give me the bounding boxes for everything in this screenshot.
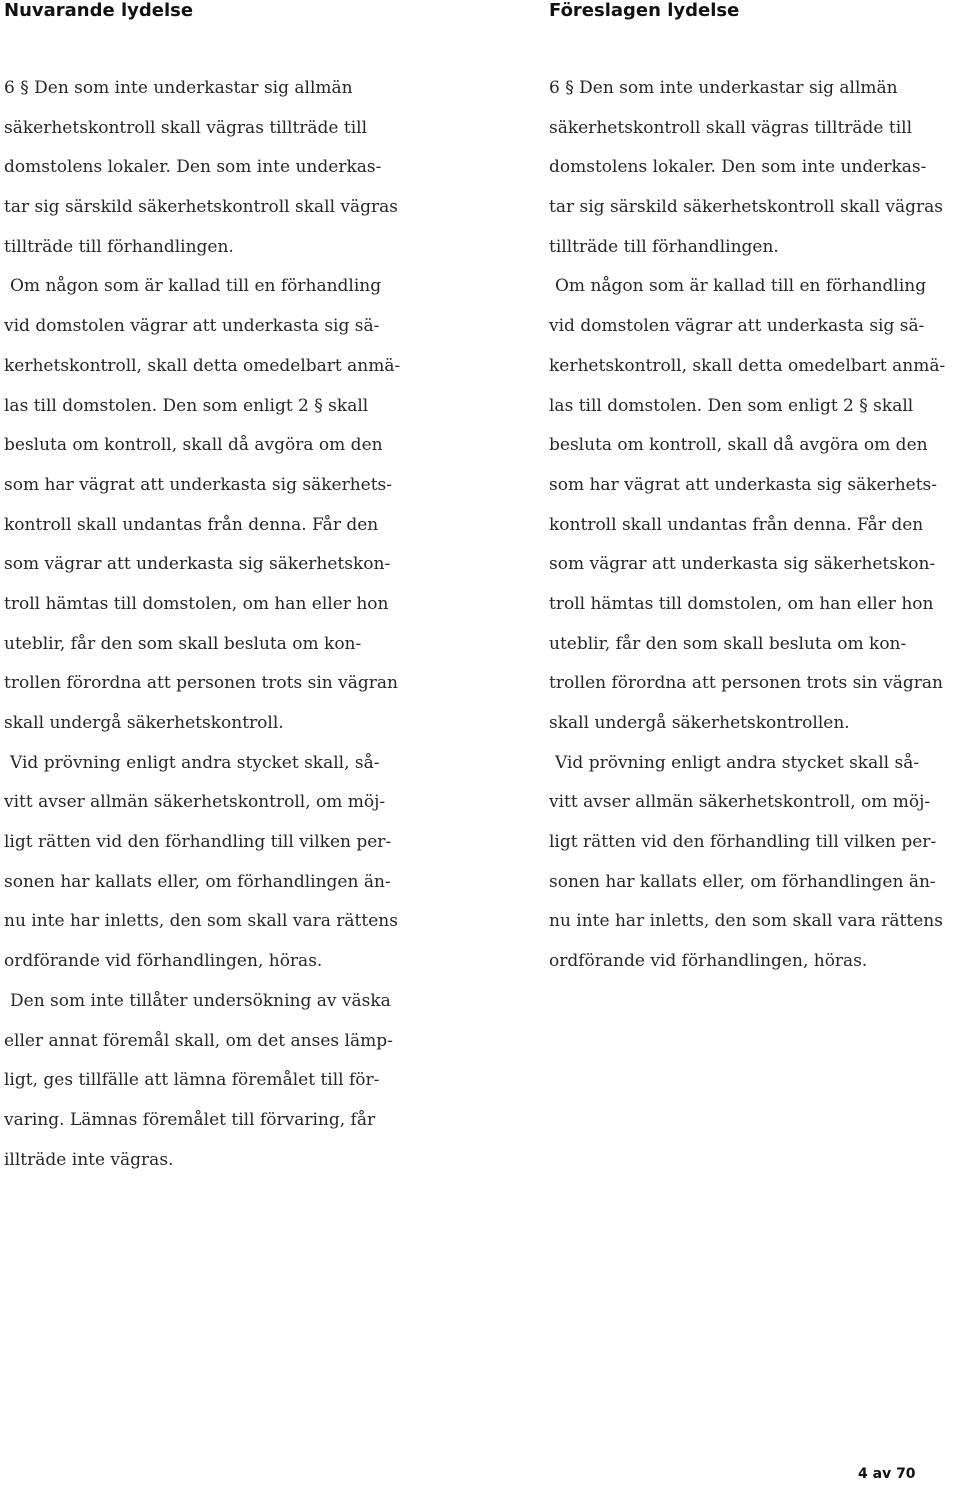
- text-line: las till domstolen. Den som enligt 2 § skall: [4, 395, 369, 416]
- text-line: som har vägrat att underkasta sig säkerhets-: [549, 474, 938, 495]
- proposed-wording-column: [549, 0, 960, 972]
- text-line: Om någon som är kallad till en förhandling: [10, 276, 382, 297]
- text-line: besluta om kontroll, skall då avgöra om den: [549, 435, 928, 456]
- text-line: Vid prövning enligt andra stycket skall så-: [555, 752, 920, 773]
- text-line: troll hämtas till domstolen, om han eller hon: [549, 593, 934, 614]
- text-line: Den som inte tillåter undersökning av väska: [10, 990, 391, 1011]
- current-wording-column: [4, 0, 434, 1170]
- text-line: tar sig särskild säkerhetskontroll skall vägras: [549, 197, 944, 218]
- text-line: varing. Lämnas föremålet till förvaring, får: [4, 1109, 376, 1130]
- text-line: 6 § Den som inte underkastar sig allmän: [4, 78, 353, 98]
- current-wording-text: [4, 69, 400, 1180]
- text-line: illträde inte vägras.: [4, 1149, 174, 1170]
- text-line: vitt avser allmän säkerhetskontroll, om möj-: [549, 792, 931, 813]
- current-wording-heading: Nuvarande lydelse: [4, 0, 194, 21]
- text-line: eller annat föremål skall, om det anses lämp-: [4, 1030, 393, 1051]
- text-line: sonen har kallats eller, om förhandlingen än-: [4, 871, 391, 892]
- text-line: nu inte har inletts, den som skall vara rättens: [549, 911, 943, 932]
- text-line: tillträde till förhandlingen.: [549, 236, 779, 257]
- text-line: som vägrar att underkasta sig säkerhetskon-: [4, 554, 391, 575]
- text-line: troll hämtas till domstolen, om han eller hon: [4, 593, 389, 614]
- text-line: besluta om kontroll, skall då avgöra om den: [4, 435, 383, 456]
- text-line: säkerhetskontroll skall vägras tillträde till: [4, 117, 368, 138]
- text-line: Vid prövning enligt andra stycket skall, så-: [10, 752, 380, 773]
- text-line: kontroll skall undantas från denna. Får den: [4, 514, 379, 535]
- text-line: kontroll skall undantas från denna. Får den: [549, 514, 924, 535]
- text-line: ligt rätten vid den förhandling till vilken per-: [549, 832, 937, 853]
- text-line: tillträde till förhandlingen.: [4, 236, 234, 257]
- text-line: vid domstolen vägrar att underkasta sig sä-: [549, 316, 925, 337]
- text-line: skall undergå säkerhetskontroll.: [4, 713, 284, 733]
- text-line: trollen förordna att personen trots sin vägran: [549, 673, 943, 694]
- proposed-wording-text: [549, 69, 945, 982]
- text-line: ligt, ges tillfälle att lämna föremålet till för-: [4, 1070, 380, 1091]
- text-line: 6 § Den som inte underkastar sig allmän: [549, 78, 898, 98]
- text-line: uteblir, får den som skall besluta om kon-: [549, 633, 907, 654]
- text-line: tar sig särskild säkerhetskontroll skall vägras: [4, 197, 399, 218]
- text-line: vid domstolen vägrar att underkasta sig sä-: [4, 316, 380, 337]
- text-line: sonen har kallats eller, om förhandlingen än-: [549, 871, 936, 892]
- text-line: trollen förordna att personen trots sin vägran: [4, 673, 398, 694]
- text-line: nu inte har inletts, den som skall vara rättens: [4, 911, 398, 932]
- page-number: 4 av 70: [858, 1466, 916, 1482]
- text-line: domstolens lokaler. Den som inte underkas-: [4, 157, 382, 178]
- text-line: ordförande vid förhandlingen, höras.: [4, 951, 323, 972]
- proposed-wording-heading: Föreslagen lydelse: [549, 0, 740, 21]
- text-line: kerhetskontroll, skall detta omedelbart anmä-: [4, 355, 401, 376]
- text-line: ordförande vid förhandlingen, höras.: [549, 951, 868, 972]
- text-line: ligt rätten vid den förhandling till vilken per-: [4, 832, 392, 853]
- text-line: Om någon som är kallad till en förhandling: [555, 276, 927, 297]
- text-line: domstolens lokaler. Den som inte underkas-: [549, 157, 927, 178]
- text-line: vitt avser allmän säkerhetskontroll, om möj-: [4, 792, 386, 813]
- text-line: säkerhetskontroll skall vägras tillträde till: [549, 117, 913, 138]
- text-line: las till domstolen. Den som enligt 2 § skall: [549, 395, 914, 416]
- text-line: kerhetskontroll, skall detta omedelbart anmä-: [549, 355, 946, 376]
- text-line: uteblir, får den som skall besluta om kon-: [4, 633, 362, 654]
- text-line: som har vägrat att underkasta sig säkerhets-: [4, 474, 393, 495]
- text-line: skall undergå säkerhetskontrollen.: [549, 713, 850, 733]
- text-line: som vägrar att underkasta sig säkerhetskon-: [549, 554, 936, 575]
